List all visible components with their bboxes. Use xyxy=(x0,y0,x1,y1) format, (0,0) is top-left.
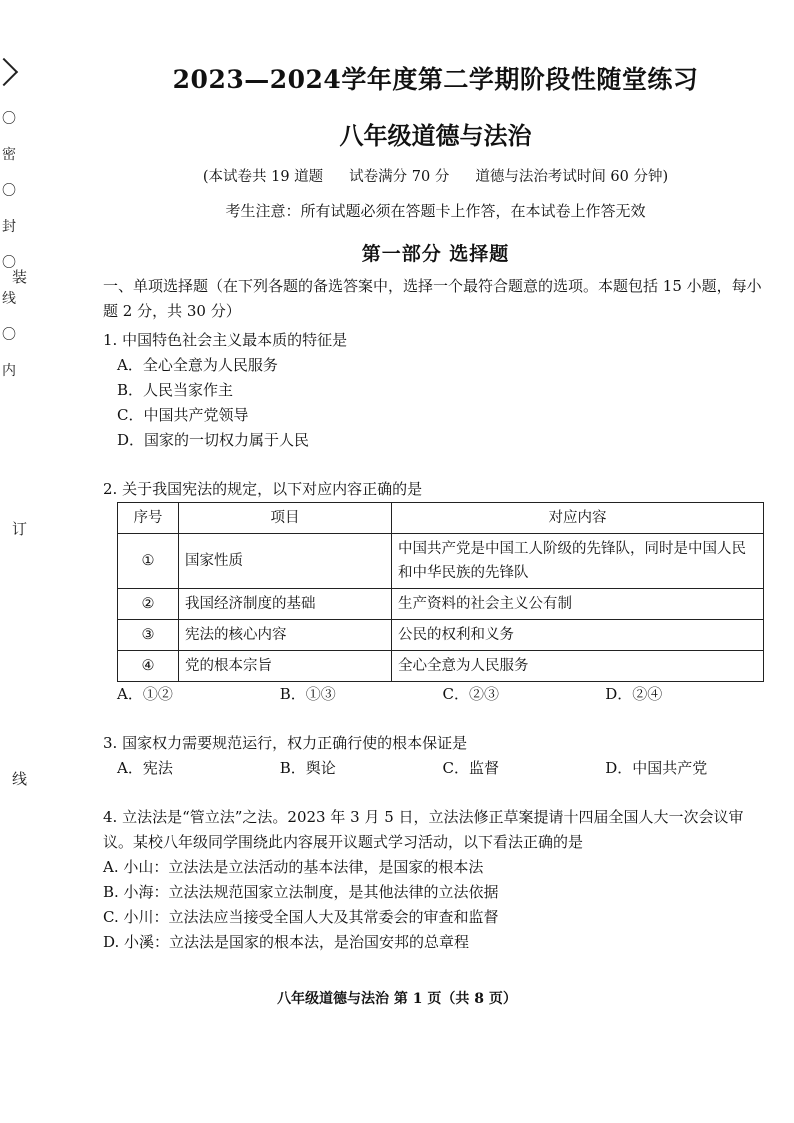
table-header-row xyxy=(118,503,764,534)
table-cell: 我国经济制度的基础 xyxy=(179,589,392,620)
exam-meta xyxy=(103,165,768,186)
question-3 xyxy=(103,731,768,781)
table-cell: ② xyxy=(118,589,179,620)
table-cell: ④ xyxy=(118,651,179,682)
question-1 xyxy=(103,328,768,453)
option-b: B．①③ xyxy=(279,685,336,703)
table-cell: ① xyxy=(118,534,179,589)
table-header: 对应内容 xyxy=(392,503,764,534)
meta-score: 试卷满分 70 分 xyxy=(349,169,450,185)
binding-mark: 内 xyxy=(2,363,16,379)
binding-mark: 封 xyxy=(2,219,16,235)
chevron-mark-icon xyxy=(0,58,18,86)
binding-margin xyxy=(0,40,40,840)
exam-page xyxy=(103,60,768,955)
table-cell: 国家性质 xyxy=(179,534,392,589)
question-stem: 4. 立法法是“管立法”之法。2023 年 3 月 5 日，立法法修正草案提请十四届全国人大一次会议审议。某校八年级同学围绕此内容展开议题式学习活动，以下看法正确的是 xyxy=(103,808,744,851)
table-cell: 宪法的核心内容 xyxy=(179,620,392,651)
constitution-table xyxy=(117,502,764,682)
meta-time: 道德与法治考试时间 60 分钟) xyxy=(475,169,669,185)
table-row xyxy=(118,534,764,589)
option-b: B．人民当家作主 xyxy=(117,381,234,399)
option-c: C．②③ xyxy=(442,685,499,703)
binding-zhuang: 装 xyxy=(12,268,28,286)
option-c: C. 小川：立法法应当接受全国人大及其常委会的审查和监督 xyxy=(103,908,499,926)
option-b: B. 小海：立法法规范国家立法制度，是其他法律的立法依据 xyxy=(103,883,499,901)
table-row xyxy=(118,620,764,651)
option-d: D. 小溪：立法法是国家的根本法，是治国安邦的总章程 xyxy=(103,933,470,951)
question-stem: 1. 中国特色社会主义最本质的特征是 xyxy=(103,331,348,349)
question-stem: 2. 关于我国宪法的规定，以下对应内容正确的是 xyxy=(103,480,423,498)
section-intro: 一、单项选择题（在下列各题的备选答案中，选择一个最符合题意的选项。本题包括 15 小题，每小题 2 分，共 30 分） xyxy=(103,277,762,320)
table-header: 序号 xyxy=(118,503,179,534)
binding-mark: 〇 xyxy=(2,111,16,127)
table-cell: ③ xyxy=(118,620,179,651)
question-4 xyxy=(103,805,768,955)
table-cell: 公民的权利和义务 xyxy=(392,620,764,651)
option-c: C．监督 xyxy=(442,759,499,777)
option-a: A. 小山：立法法是立法活动的基本法律，是国家的根本法 xyxy=(103,858,484,876)
table-cell: 生产资料的社会主义公有制 xyxy=(392,589,764,620)
option-d: D．②④ xyxy=(605,685,663,703)
option-d: D．中国共产党 xyxy=(605,759,708,777)
part-title: 第一部分 选择题 xyxy=(361,243,510,265)
binding-mark: 〇 xyxy=(2,183,16,199)
binding-mark: 〇 xyxy=(2,327,16,343)
binding-ding: 订 xyxy=(12,520,28,538)
page-footer: 八年级道德与法治 第 1 页（共 8 页） xyxy=(277,991,517,1007)
option-b: B．舆论 xyxy=(279,759,336,777)
option-d: D．国家的一切权力属于人民 xyxy=(117,431,310,449)
question-stem: 3. 国家权力需要规范运行，权力正确行使的根本保证是 xyxy=(103,734,468,752)
binding-mark: 密 xyxy=(2,147,16,163)
exam-notice: 考生注意：所有试题必须在答题卡上作答，在本试卷上作答无效 xyxy=(225,202,646,220)
exam-title: 2023—2024学年度第二学期阶段性随堂练习 xyxy=(172,65,699,94)
table-header: 项目 xyxy=(179,503,392,534)
table-row xyxy=(118,589,764,620)
meta-questions: (本试卷共 19 道题 xyxy=(202,169,324,185)
option-a: A．①② xyxy=(117,685,173,703)
exam-subject: 八年级道德与法治 xyxy=(339,121,532,150)
question-2 xyxy=(103,477,768,707)
options-row xyxy=(103,756,768,781)
binding-mark: 〇 xyxy=(2,255,16,271)
option-a: A．全心全意为人民服务 xyxy=(117,356,278,374)
table-row xyxy=(118,651,764,682)
options-row xyxy=(103,682,768,707)
table-cell: 党的根本宗旨 xyxy=(179,651,392,682)
option-a: A．宪法 xyxy=(117,759,173,777)
table-cell: 全心全意为人民服务 xyxy=(392,651,764,682)
binding-xian: 线 xyxy=(12,770,28,788)
option-c: C．中国共产党领导 xyxy=(117,406,249,424)
table-cell: 中国共产党是中国工人阶级的先锋队，同时是中国人民和中华民族的先锋队 xyxy=(392,534,764,589)
binding-mark: 线 xyxy=(2,291,16,307)
